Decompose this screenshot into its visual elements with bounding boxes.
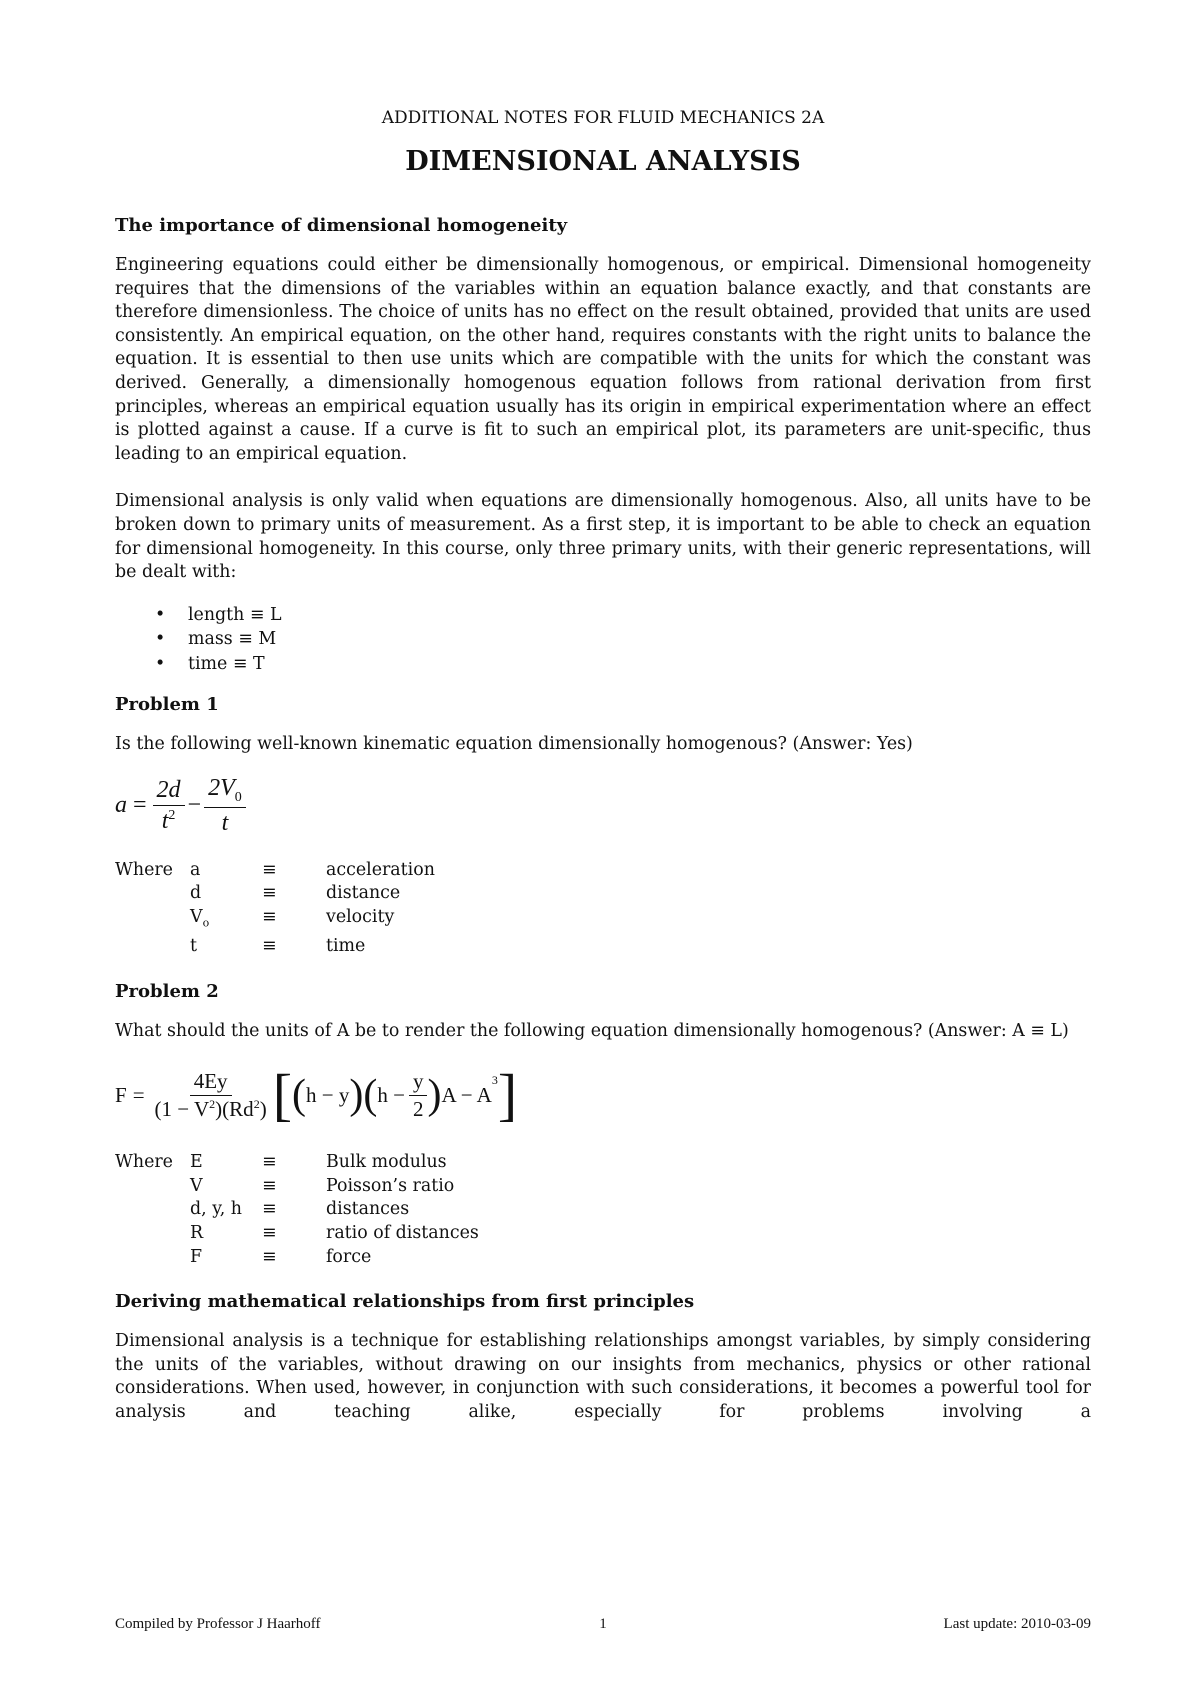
kinematic-equation bbox=[115, 771, 1091, 841]
footer-page-number: 1 bbox=[599, 1616, 607, 1632]
equation-fraction-1: $\frac{2d}{t^2}$ bbox=[153, 777, 185, 835]
document-title: DIMENSIONAL ANALYSIS bbox=[405, 146, 801, 177]
equation-minus: − bbox=[187, 792, 202, 819]
problem-1-question: Is the following well-known kinematic equation dimensionally homogenous? (Answer: Yes) bbox=[115, 734, 913, 755]
table-row: $V_o$ ≡ velocity bbox=[190, 907, 395, 930]
bullet-icon: • bbox=[155, 653, 166, 674]
equation-equals: = bbox=[133, 792, 147, 819]
list-item: • length ≡ L bbox=[115, 603, 1091, 628]
equation-fraction-main: $\frac{4Ey}{(1 - V^2)(Rd^2)}$ bbox=[154, 1068, 267, 1121]
table-row: Where E ≡ Bulk modulus bbox=[115, 1152, 447, 1173]
document-subtitle: ADDITIONAL NOTES FOR FLUID MECHANICS 2A bbox=[381, 108, 825, 128]
table-row: t ≡ time bbox=[190, 936, 366, 957]
bullet-icon: • bbox=[155, 604, 166, 625]
table-row: d ≡ distance bbox=[190, 883, 401, 904]
problem-2-question: What should the units of A be to render the following equation dimensionally homogenous? (Answer: A ≡ L) bbox=[115, 1020, 1069, 1041]
paragraph-homogeneity-2: Dimensional analysis is only valid when equations are dimensionally homogenous. Also, all units have to be broken down to primary units of measurement. As a first step, it is important to be able to check an equation for dimensional homogeneity. In this course, only three primary units, with their generic representations, will be dealt with: bbox=[115, 491, 1091, 583]
problem-1-variables bbox=[115, 859, 435, 959]
page-footer bbox=[115, 1616, 1091, 1638]
section-heading-first-principles: Deriving mathematical relationships from first principles bbox=[115, 1291, 695, 1313]
footer-last-update: Last update: 2010-03-09 bbox=[943, 1616, 1091, 1632]
list-item: • time ≡ T bbox=[115, 652, 1091, 677]
section-heading-homogeneity: The importance of dimensional homogeneity bbox=[115, 215, 568, 236]
table-row: V ≡ Poisson’s ratio bbox=[190, 1175, 455, 1196]
equation-fraction-y2: $\frac{y}{2}$ bbox=[409, 1070, 428, 1121]
equation-lhs: a bbox=[115, 792, 127, 819]
table-row: Where a ≡ acceleration bbox=[115, 859, 435, 880]
problem-1-heading: Problem 1 bbox=[115, 694, 219, 716]
table-row: d, y, h ≡ distances bbox=[190, 1199, 410, 1220]
problem-2-heading: Problem 2 bbox=[115, 980, 219, 1002]
equation-fraction-2: $\frac{2V_0}{t}$ bbox=[204, 775, 246, 837]
primary-units-list bbox=[115, 603, 1091, 677]
bulk-modulus-equation: F = $\frac{4Ey}{(1 - V^2)(Rd^2)}$ [ ( h − y ) ( h − $\frac{y}{2}$ ) A − A $^3$ ] bbox=[115, 1062, 518, 1128]
list-item: • mass ≡ M bbox=[115, 627, 1091, 652]
table-row: R ≡ ratio of distances bbox=[190, 1223, 479, 1244]
paragraph-homogeneity-1: Engineering equations could either be dimensionally homogenous, or empirical. Dimensional homogeneity requires that the dimensions of the variables within an equation balance exactly, and that constants are therefore dimensionless. The choice of units has no effect on the result obtained, provided that units are used consistently. An empirical equation, on the other hand, requires constants with the right units to balance the equation. It is essential to then use units which are compatible with the units for which the constant was derived. Generally, a dimensionally homogenous equation follows from rational derivation from first principles, whereas an empirical equation usually has its origin in empirical experimentation where an effect is plotted against a cause. If a curve is fit to such an empirical plot, its parameters are unit-specific, thus leading to an empirical equation. bbox=[115, 255, 1091, 464]
problem-2-variables bbox=[115, 1151, 479, 1269]
table-row: F ≡ force bbox=[190, 1246, 372, 1267]
footer-author: Compiled by Professor J Haarhoff bbox=[115, 1616, 321, 1632]
page-content bbox=[115, 108, 1091, 1449]
bullet-icon: • bbox=[155, 629, 166, 650]
paragraph-first-principles: Dimensional analysis is a technique for establishing relationships amongst variables, by simply considering the units of the variables, without drawing on our insights from mechanics, physics or other rational considerations. When used, however, in conjunction with such considerations, it becomes a powerful tool for analysis and teaching alike, especially for problems involving a bbox=[115, 1331, 1091, 1422]
